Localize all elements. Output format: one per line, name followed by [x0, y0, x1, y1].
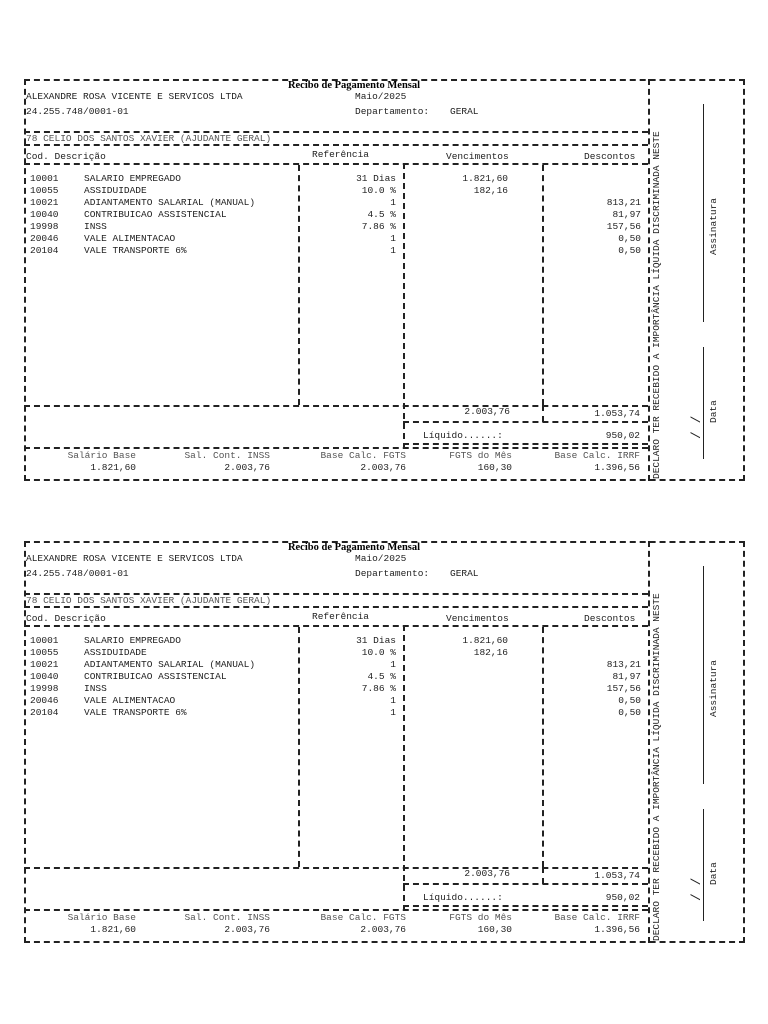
item-deductions: 157,56 [606, 221, 641, 232]
base-label: Base Calc. IRRF [554, 912, 640, 923]
date-label: Data [708, 400, 719, 423]
declaration-text: DECLARO TER RECEBIDO A IMPORTÂNCIA LÍQUIDA DISCRIMINADA NESTE [651, 593, 662, 941]
total-deductions: 1.053,74 [594, 408, 640, 419]
item-description: VALE ALIMENTACAO [84, 233, 176, 244]
base-value: 160,30 [477, 462, 512, 473]
item-reference: 1 [390, 197, 396, 208]
item-description: SALARIO EMPREGADO [84, 173, 181, 184]
base-value: 2.003,76 [224, 462, 270, 473]
item-description: INSS [84, 221, 107, 232]
item-earnings: 182,16 [473, 647, 508, 658]
item-reference: 10.0 % [361, 647, 396, 658]
item-code: 20104 [30, 707, 59, 718]
date-slashes: / / [689, 877, 704, 901]
base-label: Base Calc. FGTS [320, 912, 406, 923]
date-slashes: / / [689, 415, 704, 439]
company-name: ALEXANDRE ROSA VICENTE E SERVICOS LTDA [26, 553, 243, 564]
item-deductions: 0,50 [618, 707, 641, 718]
item-description: VALE TRANSPORTE 6% [84, 245, 187, 256]
item-code: 20046 [30, 695, 59, 706]
company-name: ALEXANDRE ROSA VICENTE E SERVICOS LTDA [26, 91, 243, 102]
item-code: 10040 [30, 209, 59, 220]
base-value: 1.396,56 [594, 462, 640, 473]
company-cnpj: 24.255.748/0001-01 [26, 568, 129, 579]
item-description: CONTRIBUICAO ASSISTENCIAL [84, 209, 227, 220]
item-code: 19998 [30, 221, 59, 232]
base-label: Salário Base [67, 450, 136, 461]
receipt-title: Recibo de Pagamento Mensal [287, 542, 421, 553]
net-value: 950,02 [605, 430, 640, 441]
employee-line: 78 CELIO DOS SANTOS XAVIER (AJUDANTE GERAL) [26, 133, 272, 144]
item-earnings: 1.821,60 [462, 635, 508, 646]
payslip-receipt-2 [0, 541, 768, 951]
header-earnings: Vencimentos [446, 613, 509, 624]
pay-period: Maio/2025 [355, 553, 407, 564]
department-value: GERAL [450, 568, 479, 579]
declaration-text: DECLARO TER RECEBIDO A IMPORTÂNCIA LÍQUIDA DISCRIMINADA NESTE [651, 131, 662, 479]
item-earnings: 1.821,60 [462, 173, 508, 184]
date-label: Data [708, 862, 719, 885]
item-reference: 4.5 % [367, 209, 396, 220]
item-reference: 31 Dias [356, 173, 396, 184]
item-deductions: 0,50 [618, 233, 641, 244]
net-value: 950,02 [605, 892, 640, 903]
item-code: 10040 [30, 671, 59, 682]
item-description: ASSIDUIDADE [84, 647, 147, 658]
base-value: 2.003,76 [360, 462, 406, 473]
item-reference: 31 Dias [356, 635, 396, 646]
item-description: CONTRIBUICAO ASSISTENCIAL [84, 671, 227, 682]
item-description: INSS [84, 683, 107, 694]
item-description: ADIANTAMENTO SALARIAL (MANUAL) [84, 659, 256, 670]
item-reference: 4.5 % [367, 671, 396, 682]
payslip-receipt-1 [0, 79, 768, 489]
header-code-description: Cod. Descrição [26, 613, 106, 624]
signature-label: Assinatura [708, 197, 719, 255]
base-label: Sal. Cont. INSS [184, 912, 270, 923]
item-deductions: 157,56 [606, 683, 641, 694]
header-deductions: Descontos [584, 613, 636, 624]
department-label: Departamento: [355, 106, 430, 117]
item-reference: 7.86 % [361, 221, 396, 232]
item-reference: 7.86 % [361, 683, 396, 694]
header-reference: Referência [312, 611, 370, 622]
item-deductions: 813,21 [606, 659, 641, 670]
header-earnings: Vencimentos [446, 151, 509, 162]
department-label: Departamento: [355, 568, 430, 579]
item-deductions: 81,97 [612, 671, 641, 682]
item-deductions: 0,50 [618, 695, 641, 706]
item-code: 20046 [30, 233, 59, 244]
department-value: GERAL [450, 106, 479, 117]
item-reference: 1 [390, 659, 396, 670]
item-deductions: 813,21 [606, 197, 641, 208]
item-reference: 10.0 % [361, 185, 396, 196]
signature-label: Assinatura [708, 659, 719, 717]
item-deductions: 0,50 [618, 245, 641, 256]
total-deductions: 1.053,74 [594, 870, 640, 881]
company-cnpj: 24.255.748/0001-01 [26, 106, 129, 117]
base-label: Sal. Cont. INSS [184, 450, 270, 461]
item-deductions: 81,97 [612, 209, 641, 220]
header-reference: Referência [312, 149, 370, 160]
item-reference: 1 [390, 233, 396, 244]
base-value: 160,30 [477, 924, 512, 935]
item-description: VALE ALIMENTACAO [84, 695, 176, 706]
base-value: 2.003,76 [224, 924, 270, 935]
item-reference: 1 [390, 707, 396, 718]
item-code: 19998 [30, 683, 59, 694]
base-label: FGTS do Mês [449, 450, 512, 461]
base-value: 1.396,56 [594, 924, 640, 935]
item-code: 10055 [30, 185, 59, 196]
header-deductions: Descontos [584, 151, 636, 162]
item-code: 10001 [30, 173, 59, 184]
item-description: VALE TRANSPORTE 6% [84, 707, 187, 718]
net-label: Líquido......: [423, 430, 503, 441]
pay-period: Maio/2025 [355, 91, 407, 102]
total-earnings: 2.003,76 [464, 868, 510, 879]
item-code: 10001 [30, 635, 59, 646]
item-description: ADIANTAMENTO SALARIAL (MANUAL) [84, 197, 256, 208]
item-reference: 1 [390, 695, 396, 706]
net-label: Líquido......: [423, 892, 503, 903]
item-reference: 1 [390, 245, 396, 256]
item-code: 20104 [30, 245, 59, 256]
item-earnings: 182,16 [473, 185, 508, 196]
receipt-title: Recibo de Pagamento Mensal [287, 80, 421, 91]
base-value: 1.821,60 [90, 462, 136, 473]
item-description: ASSIDUIDADE [84, 185, 147, 196]
item-code: 10021 [30, 197, 59, 208]
item-description: SALARIO EMPREGADO [84, 635, 181, 646]
employee-line: 78 CELIO DOS SANTOS XAVIER (AJUDANTE GERAL) [26, 595, 272, 606]
total-earnings: 2.003,76 [464, 406, 510, 417]
base-value: 1.821,60 [90, 924, 136, 935]
item-code: 10055 [30, 647, 59, 658]
base-label: Salário Base [67, 912, 136, 923]
header-code-description: Cod. Descrição [26, 151, 106, 162]
item-code: 10021 [30, 659, 59, 670]
base-label: FGTS do Mês [449, 912, 512, 923]
base-label: Base Calc. FGTS [320, 450, 406, 461]
base-label: Base Calc. IRRF [554, 450, 640, 461]
base-value: 2.003,76 [360, 924, 406, 935]
